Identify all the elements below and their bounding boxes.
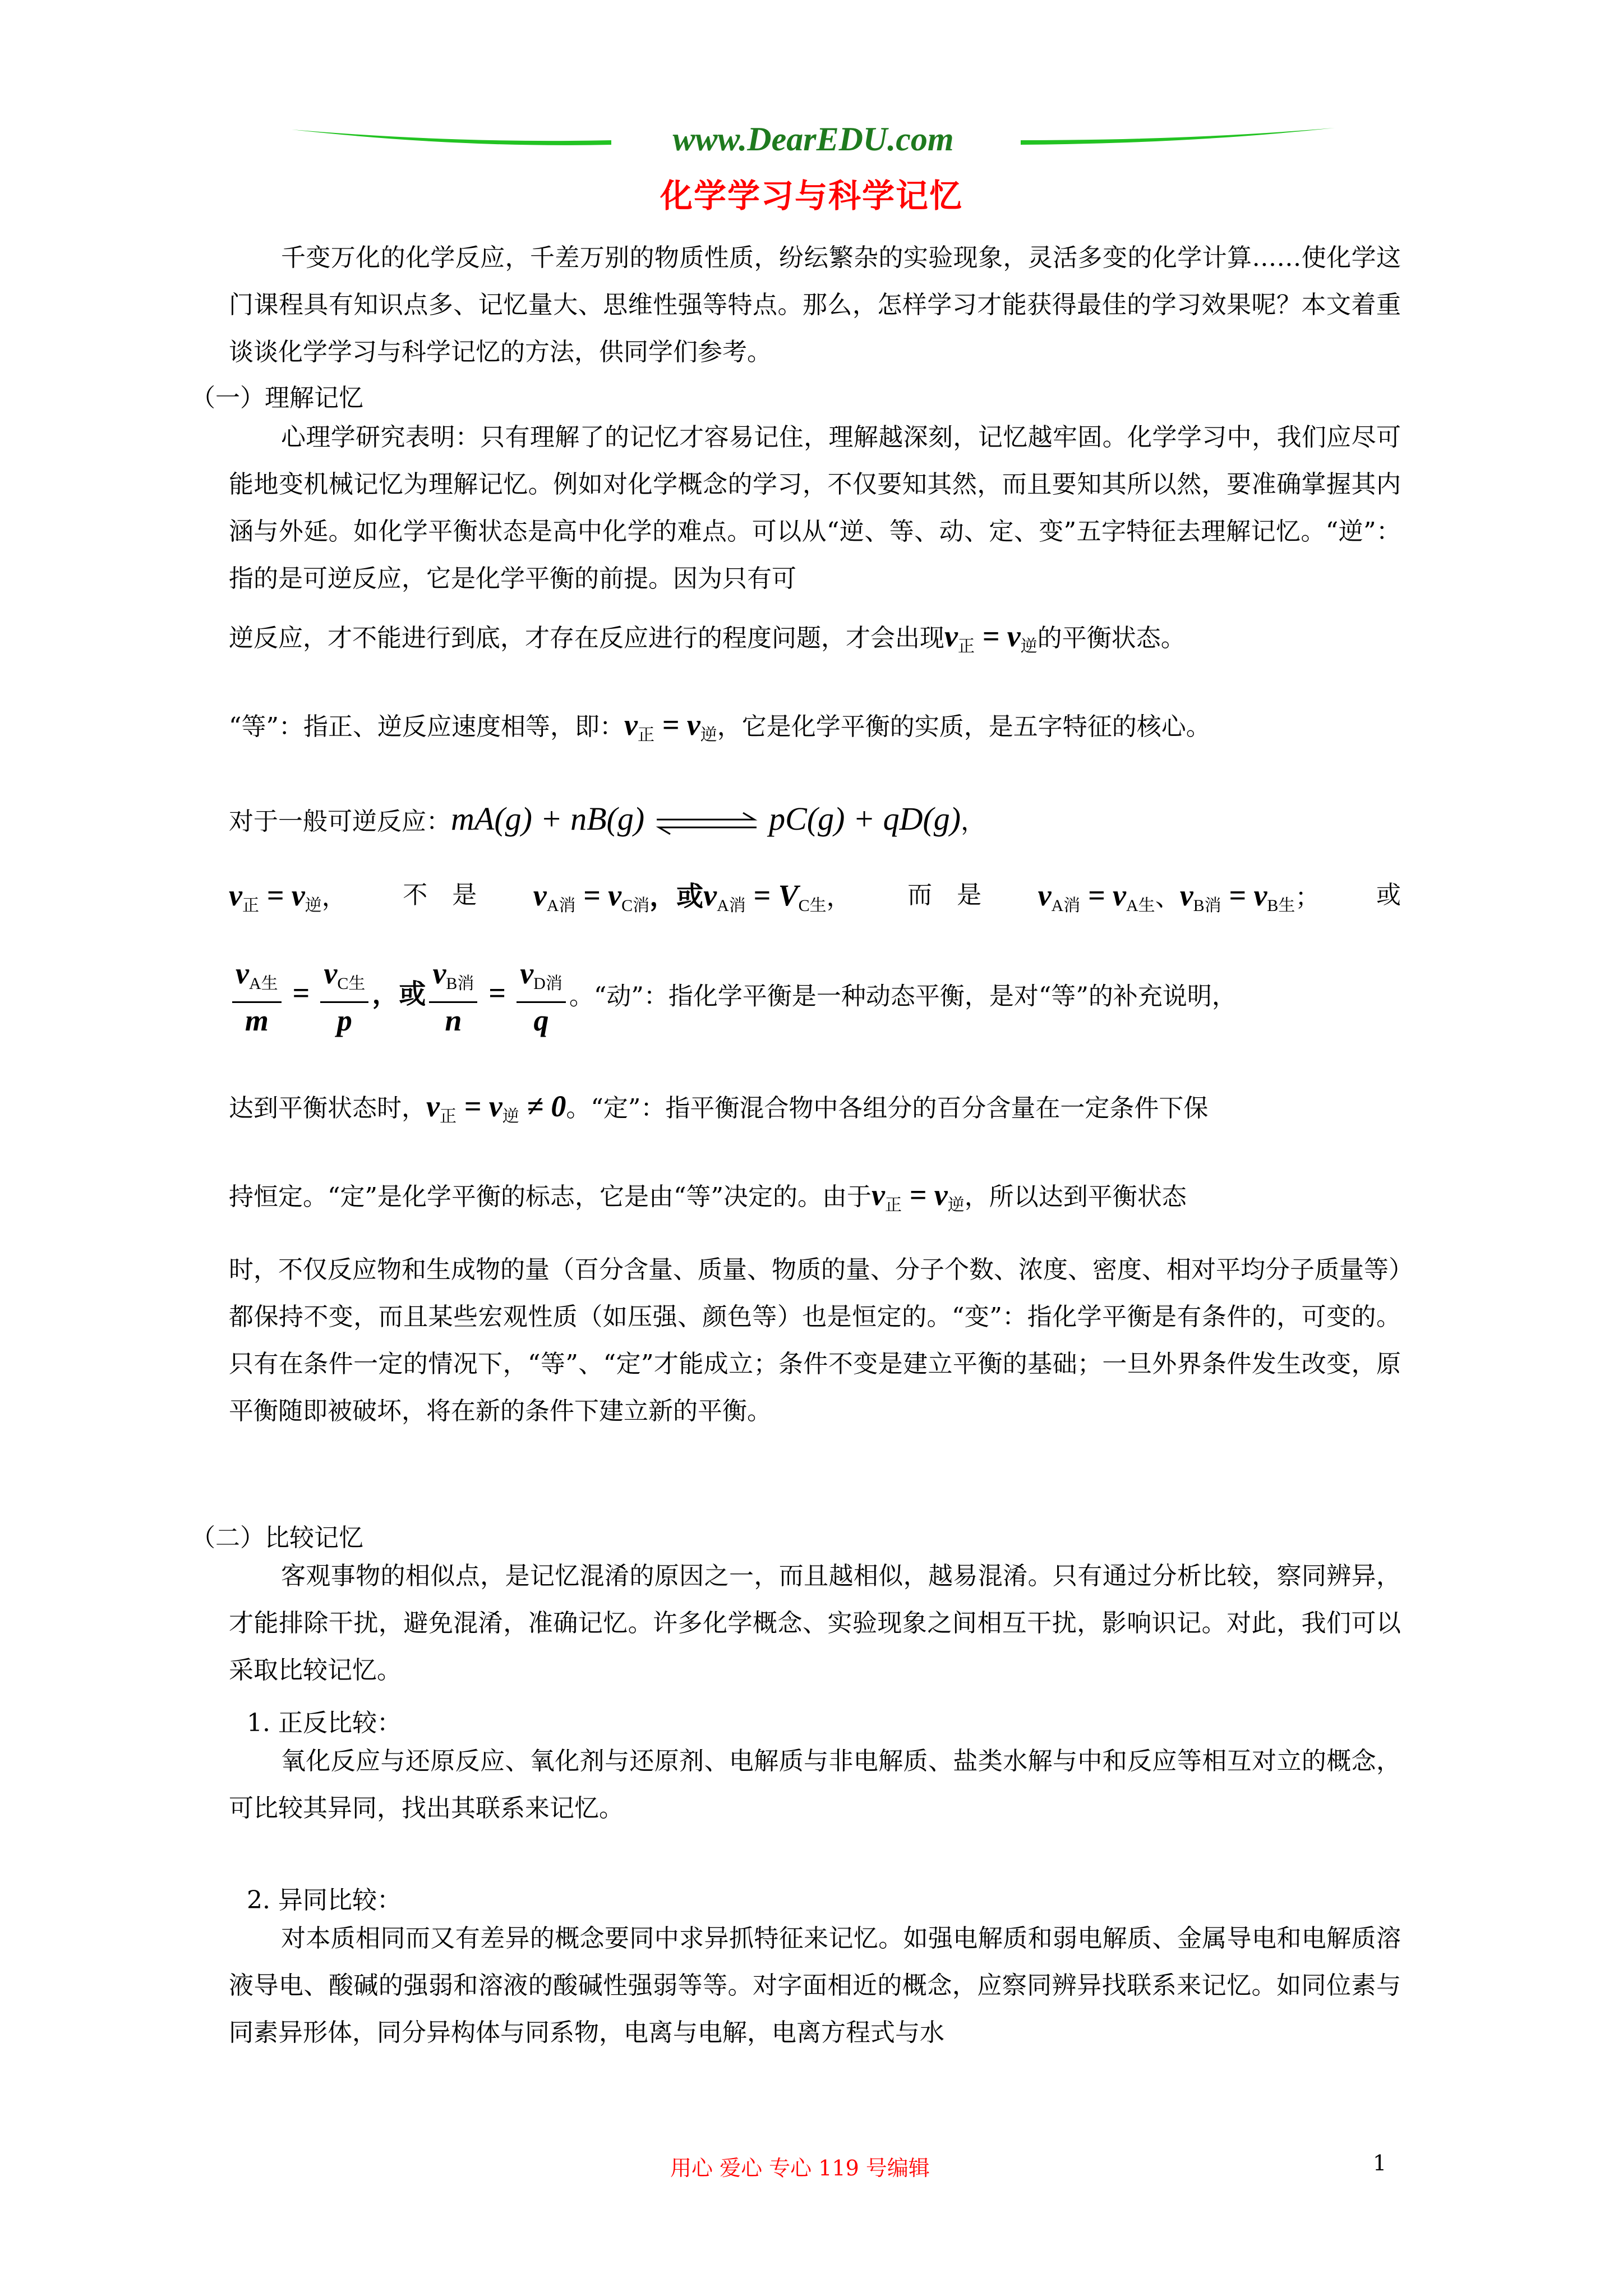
fraction-b: $\frac{v_{B消}}{n}$ [429,956,477,1038]
intro-paragraph: 千变万化的化学反应，千差万别的物质性质，纷纭繁杂的实验现象，灵活多变的化学计算……使化学这门课程具有知识点多、记忆量大、思维性强等特点。那么，怎样学习才能获得最佳的学习效果呢？本文着重谈谈化学学习与科学记忆的方法，供同学们参考。 [229,243,1401,366]
equilibrium-line-a: 逆反应，才不能进行到底，才存在反应进行的程度问题，才会出现$v_正 = v_逆$的平衡状态。 [229,619,1186,656]
item1-title: 1. 正反比较： [247,1709,402,1737]
section1-paragraph: 心理学研究表明：只有理解了的记忆才容易记住，理解越深刻，记忆越牢固。化学学习中，我们应尽可能地变机械记忆为理解记忆。例如对化学概念的学习，不仅要知其然，而且要知其所以然，要准确掌握其内涵与外延。如化学平衡状态是高中化学的难点。可以从“逆、等、动、定、变”五字特征去理解记忆。“逆”：指的是可逆反应，它是化学平衡的前提。因为只有可 [229,423,1401,593]
logo-left-swoosh [292,130,611,145]
equilibrium-line-g: 持恒定。“定”是化学平衡的标志，它是由“等”决定的。由于$v_正 = v_逆$，所以达到平衡状态 [229,1178,1187,1214]
item2-title: 2. 异同比较： [247,1886,402,1915]
fraction-a: $\frac{v_{A生}}{m}$ [232,956,282,1038]
section1-heading: （一）理解记忆 [191,384,363,412]
page-number: 1 [1373,2151,1387,2175]
item1-text: 氧化反应与还原反应、氧化剂与还原剂、电解质与非电解质、盐类水解与中和反应等相互对立的概念，可比较其异同，找出其联系来记忆。 [229,1747,1401,1823]
logo-right-swoosh [1021,128,1335,145]
section1-paragraph-2: 时，不仅反应物和生成物的量（百分含量、质量、物质的量、分子个数、浓度、密度、相对平均分子质量等）都保持不变，而且某些宏观性质（如压强、颜色等）也是恒定的。“变”：指化学平衡是有条件的，可变的。只有在条件一定的情况下，“等”、“定”才能成立；条件不变是建立平衡的基础；一旦外界条件发生改变，原平衡随即被破坏，将在新的条件下建立新的平衡。 [229,1255,1401,1425]
fraction-relation-line: $\frac{v_{A生}}{m}$ = $\frac{v_{C生}}{p}$ ，或 $\frac{v_{B消}}{n}$ = $\frac{v_{D消}}{q}$ 。“动”：指化学平衡是一种动态平衡，是对“等”的补充说明， [229,954,1237,1032]
equilibrium-line-b: “等”：指正、逆反应速度相等，即：$v_正 = v_逆$，它是化学平衡的实质，是五字特征的核心。 [229,708,1211,744]
fraction-c: $\frac{v_{C生}}{p}$ [320,956,368,1038]
fraction-d: $\frac{v_{D消}}{q}$ [517,956,566,1038]
reaction-equation-line: 对于一般可逆反应：mA(g) + nB(g) pC(g) + qD(g)， [229,800,986,837]
logo-text: www.DearEDU.com [672,121,954,155]
equilibrium-line-f: 达到平衡状态时，$v_正 = v_逆 \ne 0$。“定”：指平衡混合物中各组分的百分含量在一定条件下保 [229,1089,1209,1126]
section2-heading: （二）比较记忆 [191,1524,363,1552]
rate-relation-line: $v_正 = v_逆$， 不 是 $v_{A消} = v_{C消}$，或$v_{A消} = V_{C生}$， 而 是 $v_{A消} = v_{A生}$、$v_{B消} = v_{B生}$； 或 [229,878,1401,915]
dearedu-logo [292,116,1335,155]
reversible-arrow-icon [653,809,760,838]
section2-paragraph: 客观事物的相似点，是记忆混淆的原因之一，而且越相似，越易混淆。只有通过分析比较，察同辨异，才能排除干扰，避免混淆，准确记忆。许多化学概念、实验现象之间相互干扰，影响识记。对此，我们可以采取比较记忆。 [229,1562,1401,1685]
page-title: 化学学习与科学记忆 [660,177,963,215]
footer-text: 用心 爱心 专心 119 号编辑 [670,2156,930,2180]
item2-text: 对本质相同而又有差异的概念要同中求异抓特征来记忆。如强电解质和弱电解质、金属导电和电解质溶液导电、酸碱的强弱和溶液的酸碱性强弱等等。对字面相近的概念，应察同辨异找联系来记忆。如同位素与同素异形体，同分异构体与同系物，电离与电解，电离方程式与水 [229,1924,1401,2047]
